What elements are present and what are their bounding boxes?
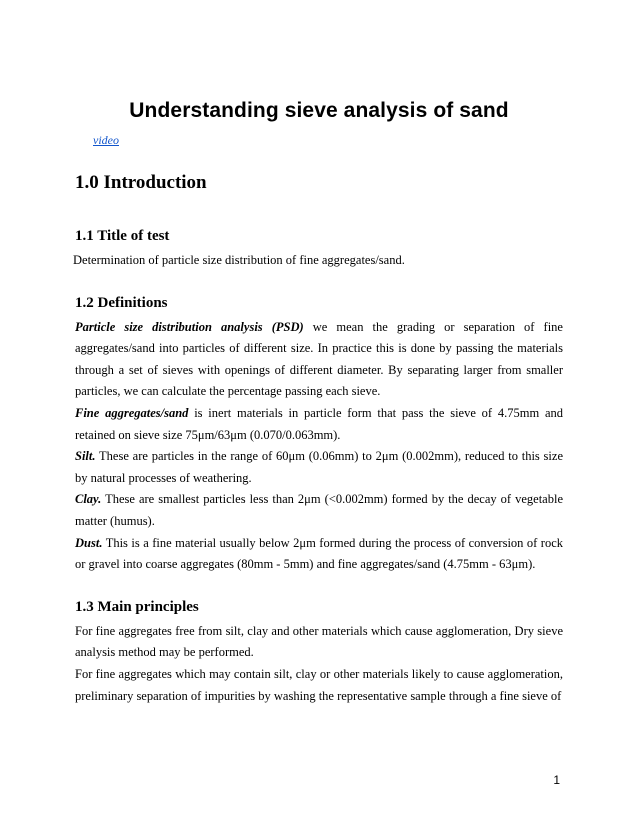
definition-paragraph — [75, 403, 563, 446]
title-of-test-text: Determination of particle size distribution of fine aggregates/sand. — [73, 253, 405, 267]
document-body — [75, 170, 563, 707]
definition-term: Silt. — [75, 449, 96, 464]
definition-term: Dust. — [75, 535, 103, 550]
definition-paragraph — [75, 446, 563, 489]
definition-text: we mean the grading or separation of fine aggregates/sand into particles of different size. In practice this is done by passing the materials through a set of sieves with openings of different diameter. By separating larger from smaller particles, we can calculate the percentage passing each sieve. — [75, 319, 563, 399]
principles-paragraph: For fine aggregates which may contain silt, clay or other materials likely to cause agglomeration, preliminary separation of impurities by washing the representative sample through a fine sieve of — [75, 666, 563, 703]
definition-term: Clay. — [75, 492, 102, 507]
definition-text: These are smallest particles less than 2μm (<0.002mm) formed by the decay of vegetable matter (humus). — [75, 492, 563, 528]
definition-term: Fine aggregates/sand — [75, 405, 189, 420]
definition-term: Particle size distribution analysis (PSD) — [75, 319, 304, 334]
definition-text: This is a fine material usually below 2μm formed during the process of conversion of rock or gravel into coarse aggregates (80mm - 5mm) and fine aggregates/sand (4.75mm - 63μm). — [75, 535, 563, 572]
principles-paragraph: For fine aggregates free from silt, clay and other materials which cause agglomeration, Dry sieve analysis method may be performed. — [75, 623, 563, 660]
subsection-heading-main-principles: 1.3 Main principles — [75, 598, 199, 615]
definition-text: is inert materials in particle form that pass the sieve of 4.75mm and retained on sieve size 75μm/63μm (0.070/0.063mm). — [75, 405, 563, 442]
subsection-heading-definitions: 1.2 Definitions — [75, 294, 168, 311]
document-title: Understanding sieve analysis of sand — [129, 99, 509, 122]
subsection-heading-title-of-test: 1.1 Title of test — [75, 228, 170, 244]
page-number: 1 — [553, 773, 560, 787]
video-link[interactable]: video — [93, 133, 119, 147]
section-heading-introduction: 1.0 Introduction — [75, 172, 207, 193]
definition-paragraph — [75, 533, 563, 576]
definition-text: These are particles in the range of 60μm (0.06mm) to 2μm (0.002mm), reduced to this size by natural processes of weathering. — [75, 449, 563, 485]
definition-paragraph — [75, 317, 563, 403]
definition-paragraph — [75, 489, 563, 532]
